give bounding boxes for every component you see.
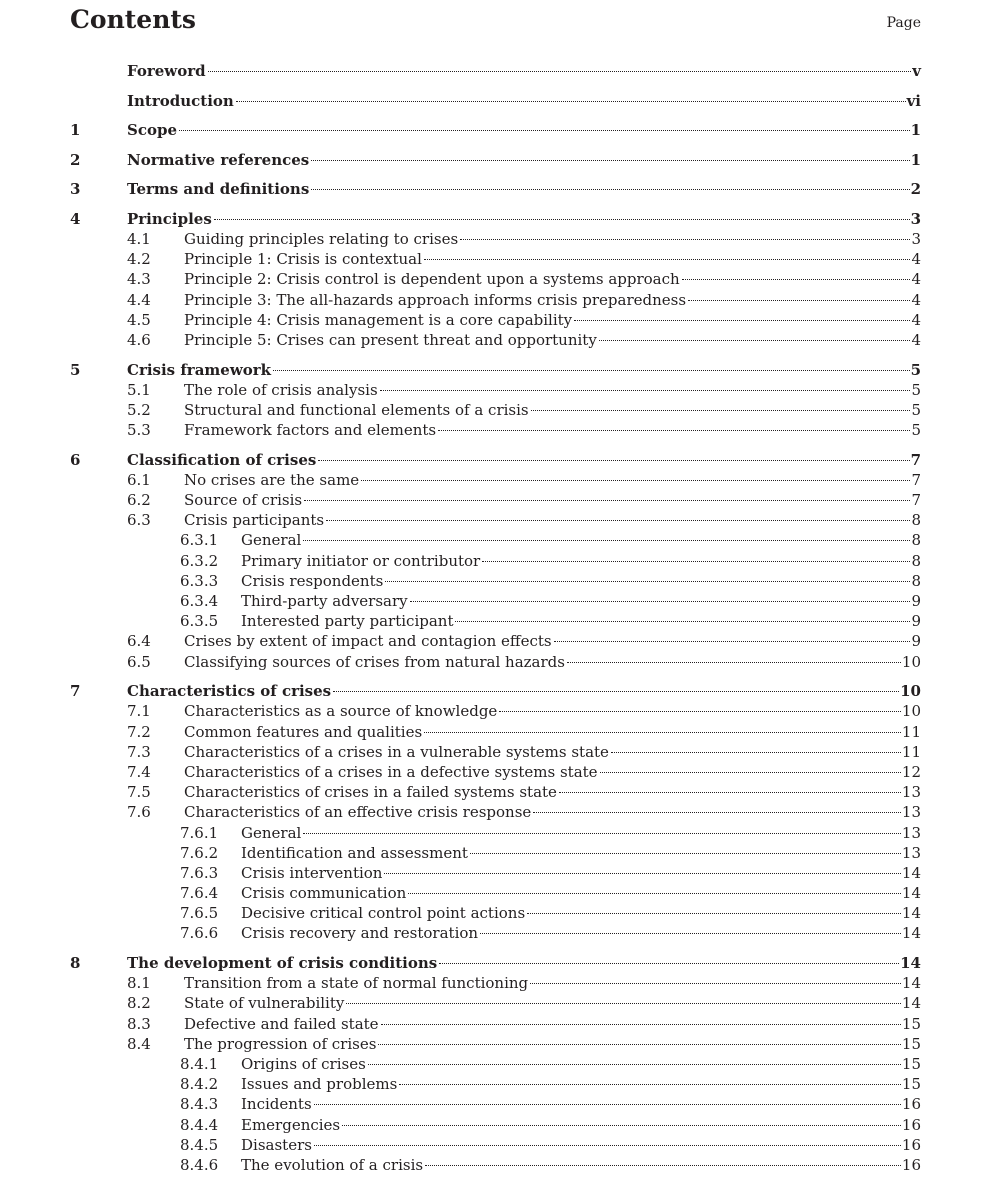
toc-entry[interactable] (70, 209, 921, 229)
dot-leader (314, 1145, 901, 1146)
toc-entry-number: 7.6.2 (180, 843, 219, 862)
toc-entry-title: Identification and assessment (241, 843, 468, 862)
toc-entry-page: 13 (901, 823, 921, 842)
toc-entry[interactable] (70, 782, 921, 802)
toc-entry-title: Crisis communication (241, 884, 407, 903)
dot-leader (378, 1044, 900, 1045)
toc-entry[interactable] (70, 923, 921, 943)
dot-leader (326, 520, 910, 521)
toc-entry-number: 6.2 (127, 491, 151, 510)
toc-entry-title: Characteristics of an effective crisis response (184, 803, 532, 822)
toc-entry-title: The role of crisis analysis (184, 380, 378, 399)
dot-leader (439, 963, 899, 964)
toc-entry[interactable] (70, 903, 921, 923)
dot-leader (311, 160, 909, 161)
dot-leader (482, 561, 910, 562)
toc-entry-number: 7.4 (127, 762, 151, 781)
toc-entry-page: 14 (901, 863, 921, 882)
toc-entry-number: 5.3 (127, 421, 151, 440)
toc-entry-page: 1 (910, 121, 921, 140)
toc-entry-number: 7.6.1 (180, 823, 219, 842)
toc-entry-title: The development of crisis conditions (127, 954, 438, 973)
dot-leader (611, 752, 901, 753)
toc-entry-page: 16 (901, 1135, 921, 1154)
dot-leader (303, 833, 901, 834)
toc-entry-number: 5 (70, 360, 81, 379)
toc-entry-page: 8 (911, 551, 921, 570)
dot-leader (460, 239, 910, 240)
toc-entry-number: 4.1 (127, 230, 151, 249)
toc-entry-title: No crises are the same (184, 470, 360, 489)
toc-entry-page: 10 (901, 702, 921, 721)
toc-entry-page: 4 (911, 310, 921, 329)
toc-entry-page: 15 (901, 1075, 921, 1094)
dot-leader (273, 370, 910, 371)
toc-entry-number: 8.1 (127, 974, 151, 993)
toc-entry-title: Principles (127, 209, 212, 228)
dot-leader (527, 913, 901, 914)
table-of-contents (70, 61, 921, 1175)
toc-entry[interactable] (70, 762, 921, 782)
page-column-label: Page (886, 15, 921, 31)
toc-entry-page: 14 (901, 924, 921, 943)
toc-entry-title: Interested party participant (241, 612, 454, 631)
toc-entry[interactable] (70, 150, 921, 170)
toc-entry[interactable] (70, 1014, 921, 1034)
toc-entry-title: Emergencies (241, 1115, 341, 1134)
dot-leader (410, 601, 911, 602)
toc-entry-title: Principle 1: Crisis is contextual (184, 250, 422, 269)
toc-entry-title: Defective and failed state (184, 1014, 379, 1033)
toc-entry-number: 4.5 (127, 310, 151, 329)
toc-entry[interactable] (70, 1074, 921, 1094)
toc-entry-page: 4 (911, 270, 921, 289)
toc-entry-page: 9 (911, 612, 921, 631)
toc-entry-page: 10 (901, 652, 921, 671)
dot-leader (600, 772, 901, 773)
toc-entry-page: 13 (901, 803, 921, 822)
toc-entry-title: Characteristics of a crises in a defective systems state (184, 762, 598, 781)
toc-entry-number: 6.3.1 (180, 531, 219, 550)
toc-entry-page: 3 (910, 209, 921, 228)
toc-entry[interactable] (70, 611, 921, 631)
dot-leader (499, 711, 901, 712)
toc-entry[interactable] (70, 843, 921, 863)
toc-entry-title: Crises by extent of impact and contagion effects (184, 632, 552, 651)
dot-leader (179, 130, 910, 131)
toc-entry-number: 6.3.3 (180, 571, 219, 590)
toc-entry-page: 16 (901, 1155, 921, 1174)
toc-entry[interactable] (70, 802, 921, 822)
toc-entry-title: General (241, 531, 302, 550)
dot-leader (361, 480, 910, 481)
toc-entry-number: 7.3 (127, 742, 151, 761)
toc-entry-title: Classification of crises (127, 450, 317, 469)
toc-entry[interactable] (70, 652, 921, 672)
toc-entry-page: 7 (911, 491, 921, 510)
toc-entry-page: 11 (901, 742, 921, 761)
dot-leader (346, 1003, 901, 1004)
toc-entry-page: 9 (911, 592, 921, 611)
toc-entry-title: Guiding principles relating to crises (184, 230, 459, 249)
toc-entry-number: 4.3 (127, 270, 151, 289)
toc-entry-page: 16 (901, 1115, 921, 1134)
dot-leader (574, 320, 910, 321)
toc-entry-title: Characteristics of a crises in a vulnerable systems state (184, 742, 609, 761)
dot-leader (599, 340, 911, 341)
toc-entry-number: 5.2 (127, 400, 151, 419)
toc-entry[interactable] (70, 883, 921, 903)
toc-entry-page: 8 (911, 511, 921, 530)
toc-entry-page: 9 (911, 632, 921, 651)
toc-entry-title: Crisis respondents (241, 571, 384, 590)
toc-entry-page: 5 (911, 400, 921, 419)
toc-entry[interactable] (70, 249, 921, 269)
dot-leader (425, 1165, 901, 1166)
toc-entry-number: 8.3 (127, 1014, 151, 1033)
toc-entry-page: 14 (901, 884, 921, 903)
toc-entry-number: 7 (70, 682, 81, 701)
toc-entry[interactable] (70, 310, 921, 330)
toc-entry[interactable] (70, 490, 921, 510)
toc-entry-number: 8.4.6 (180, 1155, 219, 1174)
toc-entry-title: Crisis participants (184, 511, 325, 530)
toc-entry[interactable] (70, 269, 921, 289)
toc-entry-page: 14 (901, 994, 921, 1013)
toc-entry-page: 1 (910, 150, 921, 169)
toc-entry-page: 14 (900, 954, 921, 973)
dot-leader (342, 1125, 901, 1126)
dot-leader (385, 581, 910, 582)
toc-entry-page: 8 (911, 571, 921, 590)
toc-entry-number: 7.6.4 (180, 884, 219, 903)
dot-leader (399, 1084, 901, 1085)
toc-entry[interactable] (70, 551, 921, 571)
toc-entry-number: 7.6.3 (180, 863, 219, 882)
dot-leader (530, 983, 901, 984)
toc-entry[interactable] (70, 863, 921, 883)
toc-entry-title: Common features and qualities (184, 722, 423, 741)
toc-entry-number: 8.4.2 (180, 1075, 219, 1094)
toc-entry-title: Origins of crises (241, 1054, 366, 1073)
toc-entry[interactable] (70, 1094, 921, 1114)
dot-leader (380, 390, 911, 391)
toc-entry[interactable] (70, 530, 921, 550)
toc-entry-title: Introduction (127, 91, 234, 110)
toc-entry[interactable] (70, 681, 921, 701)
toc-entry-page: 11 (901, 722, 921, 741)
toc-entry-number: 4 (70, 209, 81, 228)
toc-entry-number: 6.3.2 (180, 551, 219, 570)
toc-entry-page: 13 (901, 783, 921, 802)
toc-entry-number: 2 (70, 150, 81, 169)
toc-entry-title: Framework factors and elements (184, 421, 437, 440)
toc-entry[interactable] (70, 993, 921, 1013)
dot-leader (311, 189, 909, 190)
toc-entry-title: Characteristics of crises (127, 682, 332, 701)
dot-leader (408, 893, 901, 894)
toc-entry-number: 8.4 (127, 1034, 151, 1053)
dot-leader (303, 540, 910, 541)
dot-leader (318, 460, 909, 461)
toc-entry-page: vi (906, 91, 921, 110)
dot-leader (470, 853, 901, 854)
dot-leader (688, 300, 910, 301)
page-title: Contents (70, 5, 197, 34)
toc-entry-page: 15 (901, 1034, 921, 1053)
dot-leader (424, 259, 911, 260)
toc-entry-page: 2 (910, 180, 921, 199)
toc-entry[interactable] (70, 722, 921, 742)
toc-entry-title: Transition from a state of normal functioning (184, 974, 529, 993)
toc-entry-title: Structural and functional elements of a crisis (184, 400, 529, 419)
dot-leader (554, 641, 911, 642)
dot-leader (438, 430, 910, 431)
toc-entry-title: Classifying sources of crises from natural hazards (184, 652, 565, 671)
toc-entry[interactable] (70, 1155, 921, 1175)
dot-leader (567, 662, 901, 663)
dot-leader (368, 1064, 901, 1065)
toc-entry[interactable] (70, 510, 921, 530)
toc-entry[interactable] (70, 571, 921, 591)
toc-entry-page: 7 (911, 470, 921, 489)
toc-entry-title: Principle 2: Crisis control is dependent upon a systems approach (184, 270, 680, 289)
toc-entry-title: Principle 5: Crises can present threat and opportunity (184, 331, 597, 350)
toc-entry-title: Disasters (241, 1135, 312, 1154)
toc-entry-page: 12 (901, 762, 921, 781)
toc-entry-title: Crisis framework (127, 360, 272, 379)
dot-leader (531, 410, 911, 411)
toc-entry-page: 13 (901, 843, 921, 862)
toc-entry[interactable] (70, 701, 921, 721)
toc-entry-number: 8.4.3 (180, 1095, 219, 1114)
toc-entry-title: Decisive critical control point actions (241, 904, 526, 923)
toc-entry-title: The progression of crises (184, 1034, 377, 1053)
dot-leader (559, 792, 901, 793)
toc-entry[interactable] (70, 290, 921, 310)
toc-entry-title: Issues and problems (241, 1075, 398, 1094)
toc-entry-number: 6.3.5 (180, 612, 219, 631)
toc-entry-page: 4 (911, 290, 921, 309)
toc-entry-number: 4.6 (127, 331, 151, 350)
toc-entry[interactable] (70, 179, 921, 199)
dot-leader (424, 732, 901, 733)
toc-entry[interactable] (70, 470, 921, 490)
toc-entry[interactable] (70, 360, 921, 380)
dot-leader (381, 1024, 901, 1025)
toc-entry-number: 7.6 (127, 803, 151, 822)
dot-leader (682, 279, 911, 280)
toc-entry-title: General (241, 823, 302, 842)
toc-entry-number: 6.1 (127, 470, 151, 489)
dot-leader (480, 933, 901, 934)
toc-entry[interactable] (70, 1054, 921, 1074)
toc-entry-title: Characteristics as a source of knowledge (184, 702, 498, 721)
toc-entry-number: 1 (70, 121, 81, 140)
dot-leader (533, 812, 901, 813)
toc-entry-number: 6.5 (127, 652, 151, 671)
toc-entry-number: 4.2 (127, 250, 151, 269)
toc-entry[interactable] (70, 420, 921, 440)
toc-entry-number: 8.4.4 (180, 1115, 219, 1134)
toc-entry[interactable] (70, 973, 921, 993)
toc-entry-page: 3 (911, 230, 921, 249)
toc-entry-title: Crisis recovery and restoration (241, 924, 479, 943)
toc-entry-title: Terms and definitions (127, 180, 310, 199)
toc-entry-title: Characteristics of crises in a failed systems state (184, 783, 557, 802)
toc-entry[interactable] (70, 631, 921, 651)
toc-entry[interactable] (70, 1115, 921, 1135)
toc-entry-number: 8 (70, 954, 81, 973)
toc-entry-title: Primary initiator or contributor (241, 551, 481, 570)
toc-entry-page: 14 (901, 904, 921, 923)
toc-entry-title: Normative references (127, 150, 310, 169)
toc-entry-page: 15 (901, 1014, 921, 1033)
toc-entry-page: 15 (901, 1054, 921, 1073)
dot-leader (236, 101, 906, 102)
toc-entry-title: Crisis intervention (241, 863, 383, 882)
toc-entry-number: 5.1 (127, 380, 151, 399)
dot-leader (314, 1104, 901, 1105)
toc-entry[interactable] (70, 1034, 921, 1054)
dot-leader (208, 71, 912, 72)
dot-leader (455, 621, 910, 622)
toc-entry-page: 14 (901, 974, 921, 993)
toc-entry[interactable] (70, 953, 921, 973)
toc-entry[interactable] (70, 400, 921, 420)
toc-entry[interactable] (70, 330, 921, 350)
toc-entry-title: Principle 4: Crisis management is a core capability (184, 310, 573, 329)
toc-entry[interactable] (70, 229, 921, 249)
toc-entry-number: 4.4 (127, 290, 151, 309)
toc-entry-title: Source of crisis (184, 491, 303, 510)
toc-entry-number: 6 (70, 450, 81, 469)
toc-entry-page: 10 (900, 682, 921, 701)
toc-entry-page: 8 (911, 531, 921, 550)
toc-entry-page: 5 (910, 360, 921, 379)
dot-leader (304, 500, 910, 501)
toc-entry[interactable] (70, 61, 921, 81)
toc-entry-title: Scope (127, 121, 178, 140)
toc-entry[interactable] (70, 591, 921, 611)
toc-entry-page: 5 (911, 421, 921, 440)
toc-entry-page: 5 (911, 380, 921, 399)
toc-entry-number: 7.6.6 (180, 924, 219, 943)
toc-entry-number: 3 (70, 180, 81, 199)
toc-entry-number: 6.3.4 (180, 592, 219, 611)
toc-entry[interactable] (70, 1135, 921, 1155)
dot-leader (333, 691, 899, 692)
toc-entry[interactable] (70, 91, 921, 111)
toc-entry-number: 7.5 (127, 783, 151, 802)
toc-entry-page: 4 (911, 250, 921, 269)
dot-leader (214, 219, 910, 220)
toc-entry-number: 8.4.5 (180, 1135, 219, 1154)
toc-entry-number: 6.3 (127, 511, 151, 530)
toc-entry-title: State of vulnerability (184, 994, 345, 1013)
toc-entry-number: 8.2 (127, 994, 151, 1013)
toc-entry-title: Incidents (241, 1095, 312, 1114)
toc-entry[interactable] (70, 742, 921, 762)
dot-leader (384, 873, 900, 874)
toc-entry-title: Principle 3: The all-hazards approach informs crisis preparedness (184, 290, 687, 309)
toc-entry-number: 7.2 (127, 722, 151, 741)
toc-entry[interactable] (70, 450, 921, 470)
toc-entry-number: 6.4 (127, 632, 151, 651)
toc-entry-title: The evolution of a crisis (241, 1155, 424, 1174)
toc-entry-number: 7.1 (127, 702, 151, 721)
toc-entry-page: 4 (911, 331, 921, 350)
toc-entry[interactable] (70, 120, 921, 140)
toc-entry[interactable] (70, 380, 921, 400)
toc-entry-number: 8.4.1 (180, 1054, 219, 1073)
toc-entry[interactable] (70, 823, 921, 843)
toc-entry-page: v (912, 62, 921, 80)
toc-entry-number: 7.6.5 (180, 904, 219, 923)
toc-entry-title: Foreword (127, 62, 206, 80)
toc-entry-page: 16 (901, 1095, 921, 1114)
toc-entry-title: Third-party adversary (241, 592, 408, 611)
toc-entry-page: 7 (910, 450, 921, 469)
